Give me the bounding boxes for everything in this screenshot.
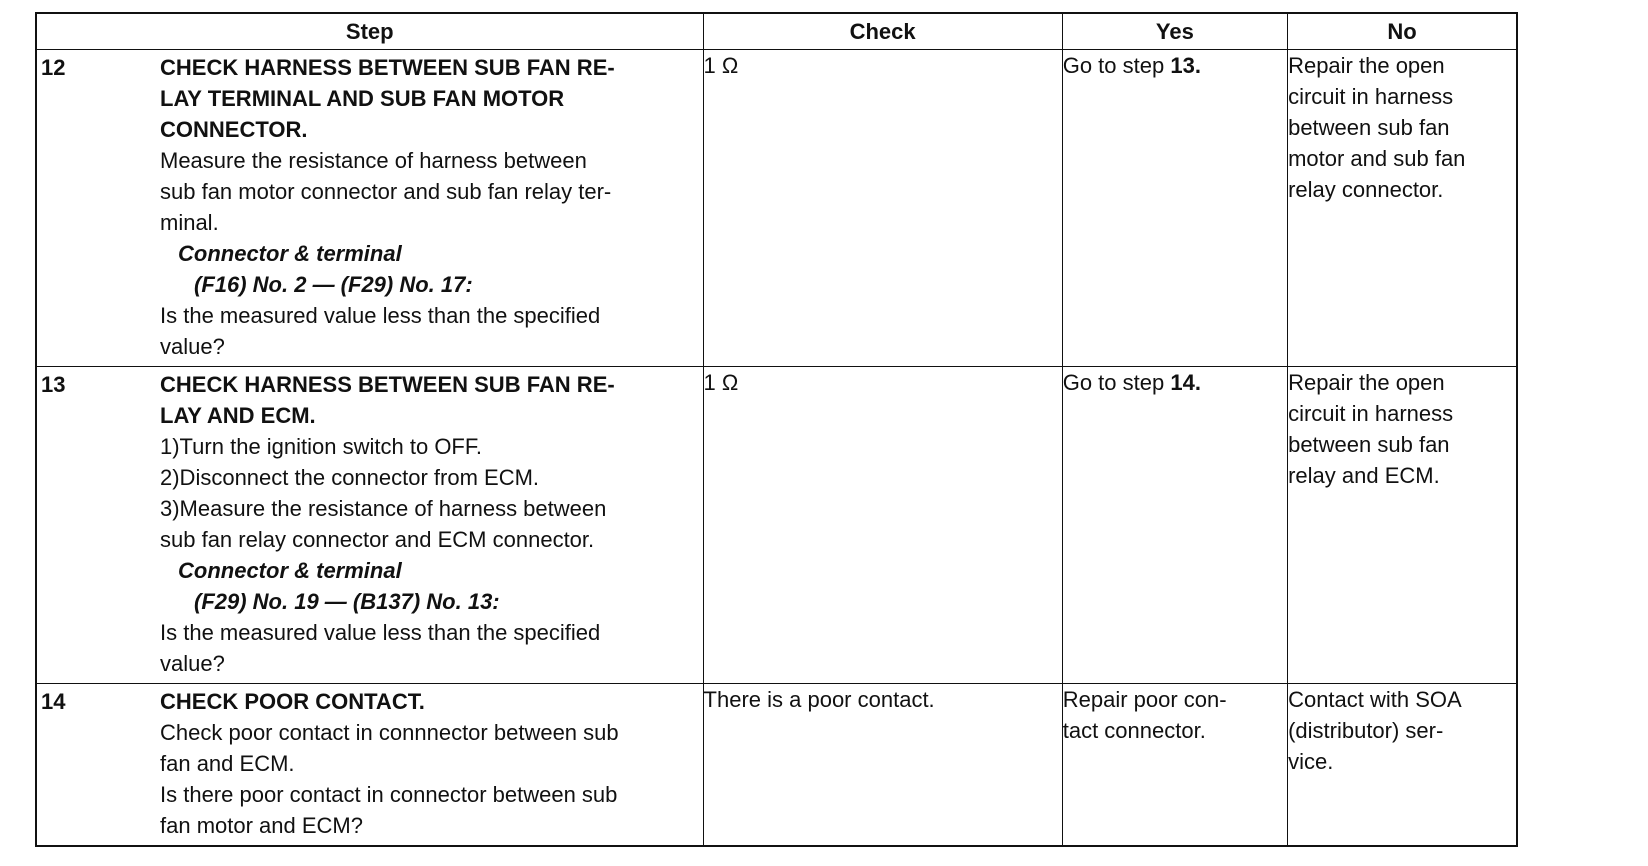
header-yes: Yes: [1062, 13, 1287, 50]
step-number: 13: [41, 372, 66, 397]
yes-step-link: 14.: [1170, 370, 1201, 395]
no-line: Repair the open: [1288, 53, 1445, 78]
header-no: No: [1288, 13, 1517, 50]
no-line: circuit in harness: [1288, 401, 1454, 426]
no-line: circuit in harness: [1288, 84, 1454, 109]
check-cell: There is a poor contact.: [703, 684, 1062, 847]
no-line: between sub fan: [1288, 432, 1450, 457]
table-row: [36, 50, 1517, 367]
step-title-line: CHECK HARNESS BETWEEN SUB FAN RE-: [160, 55, 615, 80]
step-question-line: Is the measured value less than the specified: [160, 303, 601, 328]
yes-text: Go to step: [1062, 53, 1171, 78]
yes-line: Repair poor con-: [1062, 687, 1227, 712]
header-check: Check: [703, 13, 1062, 50]
step-title-line: CHECK POOR CONTACT.: [160, 689, 425, 714]
yes-step-link: 13.: [1170, 53, 1201, 78]
no-cell: [1288, 684, 1517, 847]
yes-cell: [1062, 684, 1287, 847]
no-line: vice.: [1288, 749, 1334, 774]
connector-label: Connector & terminal: [178, 558, 402, 583]
step-title-line: LAY TERMINAL AND SUB FAN MOTOR: [160, 86, 565, 111]
step-title-line: CHECK HARNESS BETWEEN SUB FAN RE-: [160, 372, 615, 397]
table-row: [36, 367, 1517, 684]
check-cell: 1 Ω: [703, 50, 1062, 367]
yes-line: tact connector.: [1062, 718, 1206, 743]
step-instruction-line: Check poor contact in connnector between sub: [160, 720, 619, 745]
table-header-row: [36, 13, 1517, 50]
no-cell: [1288, 367, 1517, 684]
table-row: [36, 684, 1517, 847]
no-line: relay and ECM.: [1288, 463, 1440, 488]
step-instruction-line: 2)Disconnect the connector from ECM.: [160, 465, 540, 490]
step-instruction-line: fan motor and ECM?: [160, 813, 363, 838]
step-number: 14: [41, 689, 66, 714]
yes-text: Go to step: [1062, 370, 1171, 395]
check-cell: 1 Ω: [703, 367, 1062, 684]
connector-terminal: (F16) No. 2 — (F29) No. 17:: [194, 272, 473, 297]
diagnostic-table: [35, 12, 1518, 847]
step-cell: [36, 367, 703, 684]
yes-cell: [1062, 367, 1287, 684]
connector-terminal: (F29) No. 19 — (B137) No. 13:: [194, 589, 500, 614]
step-question-line: Is the measured value less than the specified: [160, 620, 601, 645]
yes-cell: [1062, 50, 1287, 367]
no-line: relay connector.: [1288, 177, 1444, 202]
no-line: motor and sub fan: [1288, 146, 1466, 171]
no-line: between sub fan: [1288, 115, 1450, 140]
no-line: (distributor) ser-: [1288, 718, 1444, 743]
step-instruction-line: fan and ECM.: [160, 751, 295, 776]
no-line: Contact with SOA: [1288, 687, 1462, 712]
step-number: 12: [41, 55, 66, 80]
step-cell: [36, 684, 703, 847]
step-instruction-line: Is there poor contact in connector between sub: [160, 782, 618, 807]
step-title-line: LAY AND ECM.: [160, 403, 316, 428]
step-instruction-line: sub fan relay connector and ECM connector.: [160, 527, 595, 552]
header-step: Step: [36, 13, 703, 50]
step-question-line: value?: [160, 651, 225, 676]
step-cell: [36, 50, 703, 367]
connector-label: Connector & terminal: [178, 241, 402, 266]
no-line: Repair the open: [1288, 370, 1445, 395]
step-question-line: value?: [160, 334, 225, 359]
step-instruction-line: Measure the resistance of harness between: [160, 148, 587, 173]
step-title-line: CONNECTOR.: [160, 117, 308, 142]
step-instruction-line: 3)Measure the resistance of harness between: [160, 496, 607, 521]
step-instruction-line: minal.: [160, 210, 219, 235]
step-instruction-line: 1)Turn the ignition switch to OFF.: [160, 434, 482, 459]
no-cell: [1288, 50, 1517, 367]
step-instruction-line: sub fan motor connector and sub fan relay ter-: [160, 179, 612, 204]
